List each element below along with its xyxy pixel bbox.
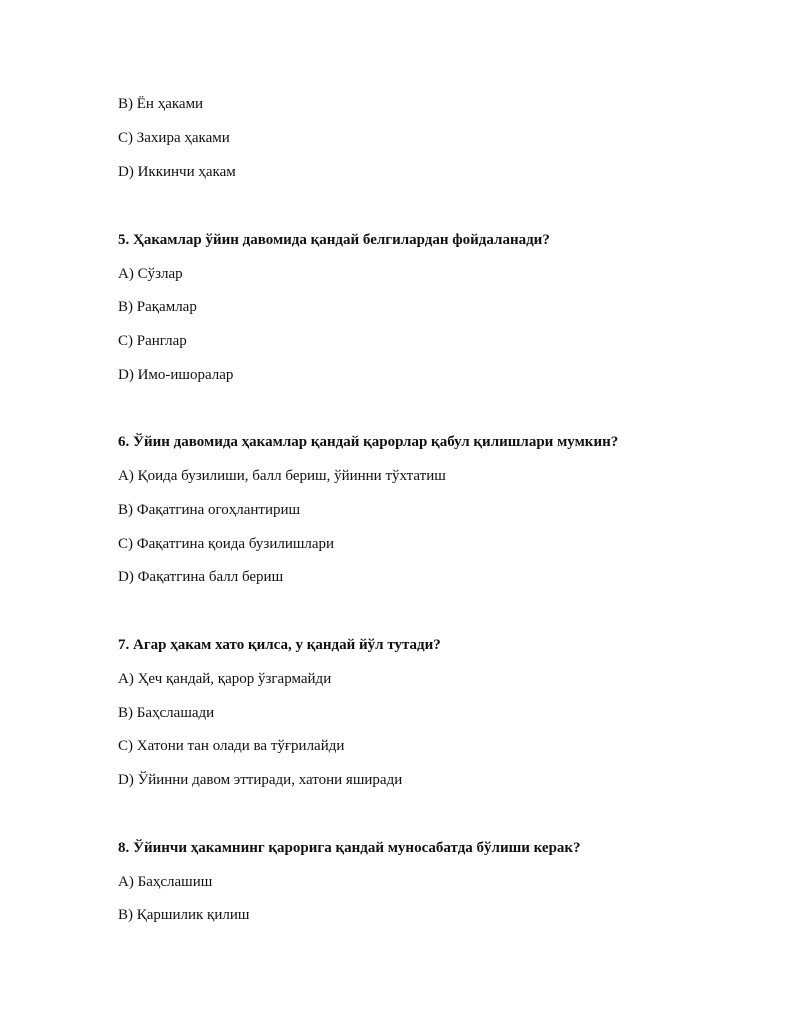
option-6a: A) Қоида бузилиши, балл бериш, ўйинни тўхтатиш xyxy=(118,468,446,484)
question-7: 7. Агар ҳакам хато қилса, у қандай йўл тутади? xyxy=(118,637,441,653)
option-8b: B) Қаршилик қилиш xyxy=(118,907,250,923)
option-5b: B) Рақамлар xyxy=(118,299,197,315)
option-6d: D) Фақатгина балл бериш xyxy=(118,569,284,585)
question-8: 8. Ўйинчи ҳакамнинг қарорига қандай муносабатда бўлиши керак? xyxy=(118,840,581,856)
option-8a: A) Баҳслашиш xyxy=(118,874,213,890)
option-6c: C) Фақатгина қоида бузилишлари xyxy=(118,536,335,552)
option-6b: B) Фақатгина огоҳлантириш xyxy=(118,502,301,518)
option-7a: A) Ҳеч қандай, қарор ўзгармайди xyxy=(118,671,332,687)
option-5c: C) Ранглар xyxy=(118,333,187,349)
option-5a: A) Сўзлар xyxy=(118,266,183,282)
question-5: 5. Ҳакамлар ўйин давомида қандай белгилардан фойдаланади? xyxy=(118,232,550,248)
option-5d: D) Имо-ишоралар xyxy=(118,367,234,383)
option-7c: C) Хатони тан олади ва тўғрилайди xyxy=(118,738,345,754)
option-7d: D) Ўйинни давом эттиради, хатони яширади xyxy=(118,772,403,788)
option-7b: B) Баҳслашади xyxy=(118,705,215,721)
option-4c: C) Захира ҳаками xyxy=(118,130,230,146)
option-4d: D) Иккинчи ҳакам xyxy=(118,164,236,180)
question-6: 6. Ўйин давомида ҳакамлар қандай қарорлар қабул қилишлари мумкин? xyxy=(118,434,619,450)
option-4b: B) Ён ҳаками xyxy=(118,96,204,112)
